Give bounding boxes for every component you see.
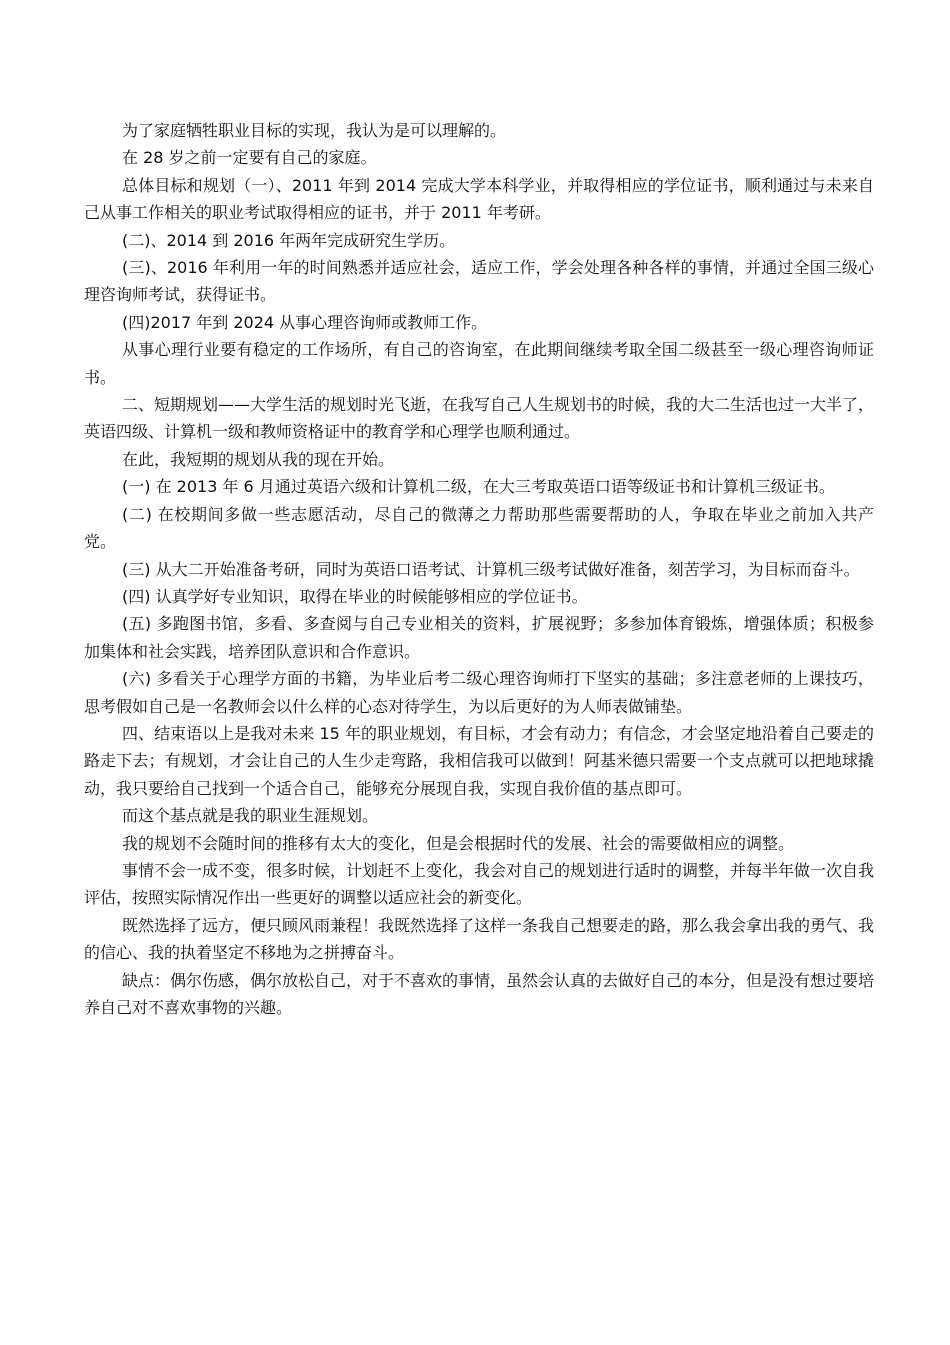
- paragraph-short-term-4: (四) 认真学好专业知识，取得在毕业的时候能够相应的学位证书。: [122, 586, 588, 606]
- paragraph-overall-goal-4: (四)2017 年到 2024 从事心理咨询师或教师工作。: [122, 312, 488, 332]
- paragraph-short-term-6: (六) 多看关于心理学方面的书籍，为毕业后考二级心理咨询师打下坚实的基础；多注意老师的上课技巧，思考假如自己是一名教师会以什么样的心态对待学生，为以后更好的为人师表做铺垫。: [84, 669, 874, 716]
- paragraph-short-term-3: (三) 从大二开始准备考研，同时为英语口语考试、计算机三级考试做好准备，刻苦学习，为目标而奋斗。: [122, 559, 860, 579]
- paragraph-family-age-28: 在 28 岁之前一定要有自己的家庭。: [122, 148, 377, 168]
- paragraph-short-term-1: (一) 在 2013 年 6 月通过英语六级和计算机二级，在大三考取英语口语等级证书和计算机三级证书。: [122, 477, 835, 497]
- paragraph-psychology-career: 从事心理行业要有稳定的工作场所，有自己的咨询室，在此期间继续考取全国二级甚至一级心理咨询师证书。: [84, 340, 874, 387]
- paragraph-short-term-2: (二) 在校期间多做一些志愿活动，尽自己的微薄之力帮助那些需要帮助的人，争取在毕业之前加入共产党。: [84, 504, 874, 552]
- paragraph-short-term-heading: 二、短期规划——大学生活的规划时光飞逝，在我写自己人生规划书的时候，我的大二生活也过一大半了，英语四级、计算机一级和教师资格证中的教育学和心理学也顺利通过。: [84, 395, 875, 442]
- paragraph-weaknesses: 缺点：偶尔伤感，偶尔放松自己，对于不喜欢的事情，虽然会认真的去做好自己的本分，但是没有想过要培养自己对不喜欢事物的兴趣。: [84, 970, 875, 1017]
- paragraph-short-term-5: (五) 多跑图书馆，多看、多查阅与自己专业相关的资料，扩展视野；多参加体育锻炼，增强体质；积极参加集体和社会实践，培养团队意识和合作意识。: [84, 614, 874, 661]
- paragraph-plan-adjustment: 我的规划不会随时间的推移有太大的变化，但是会根据时代的发展、社会的需要做相应的调整。: [122, 833, 795, 853]
- paragraph-determination: 既然选择了远方，便只顾风雨兼程！我既然选择了这样一条我自己想要走的路，那么我会拿出我的勇气、我的信心、我的执着坚定不移地为之拼搏奋斗。: [84, 915, 875, 963]
- paragraph-conclusion: 四、结束语以上是我对未来 15 年的职业规划，有目标，才会有动力；有信念，才会坚定地沿着自己要走的路走下去；有规划，才会让自己的人生少走弯路，我相信我可以做到！阿基米德只需要一个支点就可以把地球撬动，我只要给自己找到一个适合自己，能够充分展现自我，实现自我价值的基点即可。: [84, 723, 874, 798]
- paragraph-family-sacrifice: 为了家庭牺牲职业目标的实现，我认为是可以理解的。: [122, 121, 507, 140]
- document-body: [84, 117, 874, 1021]
- paragraph-self-evaluation: 事情不会一成不变，很多时候，计划赶不上变化，我会对自己的规划进行适时的调整，并每半年做一次自我评估，按照实际情况作出一些更好的调整以适应社会的新变化。: [84, 860, 875, 908]
- paragraph-overall-goal-2: (二)、2014 到 2016 年两年完成研究生学历。: [122, 230, 456, 250]
- paragraph-overall-goal-1: 总体目标和规划（一）、2011 年到 2014 完成大学本科学业，并取得相应的学位证书，顺利通过与未来自己从事工作相关的职业考试取得相应的证书，并于 2011 年考研。: [84, 175, 874, 223]
- paragraph-career-plan-basis: 而这个基点就是我的职业生涯规划。: [122, 806, 379, 826]
- paragraph-short-term-start: 在此，我短期的规划从我的现在开始。: [122, 449, 395, 469]
- paragraph-overall-goal-3: (三)、2016 年利用一年的时间熟悉并适应社会，适应工作，学会处理各种各样的事情，并通过全国三级心理咨询师考试，获得证书。: [84, 258, 874, 305]
